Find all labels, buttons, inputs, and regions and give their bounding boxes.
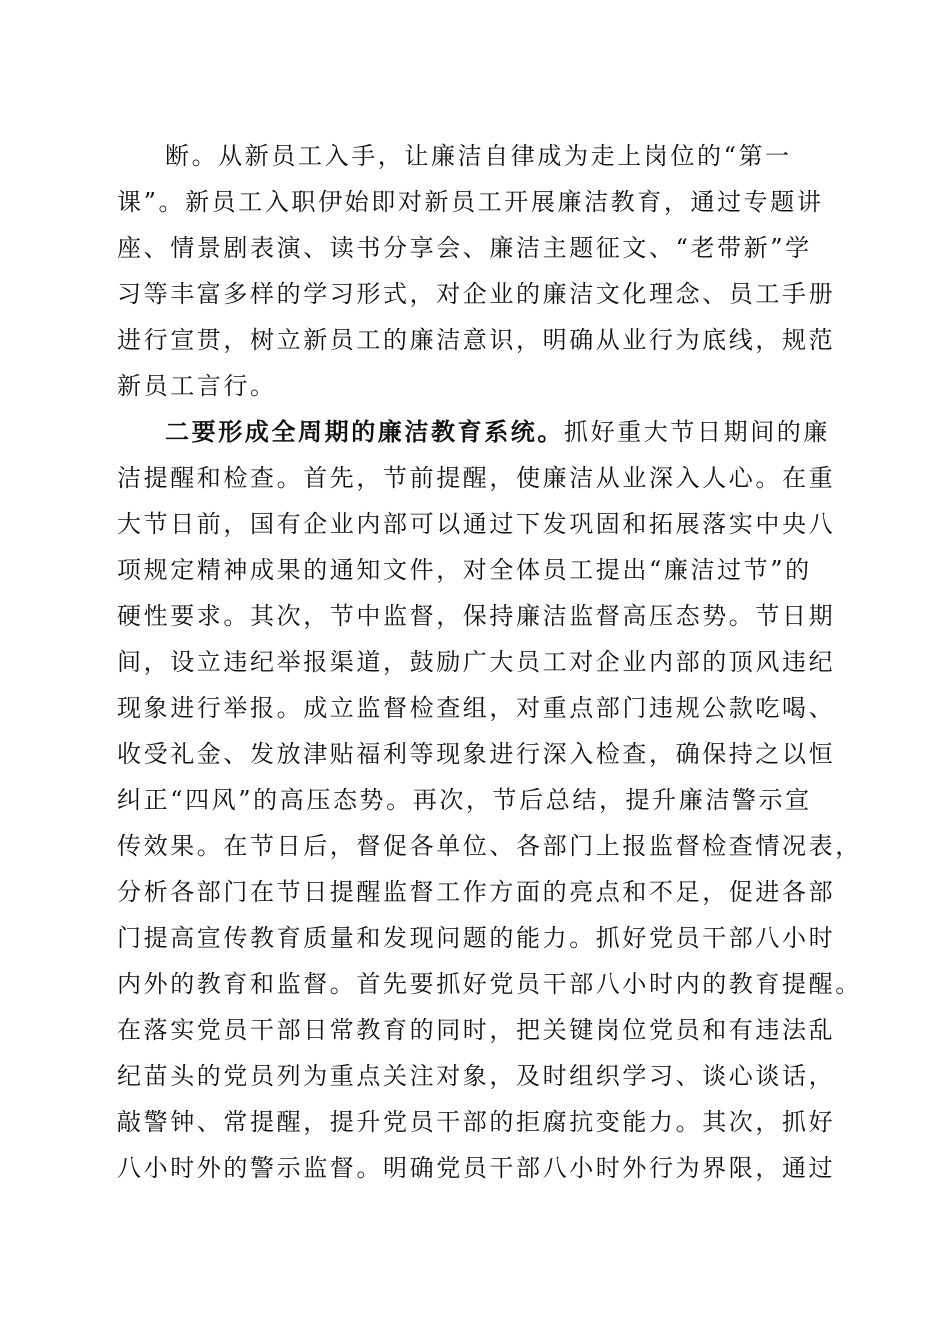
text-line: 大节日前，国有企业内部可以通过下发巩固和拓展落实中央八 <box>117 510 836 538</box>
text-line: 八小时外的警示监督。明确党员干部八小时外行为界限，通过 <box>117 1154 836 1182</box>
text-line: 纠正“四风”的高压态势。再次，节后总结，提升廉洁警示宣 <box>117 786 812 814</box>
text-line: 纪苗头的党员列为重点关注对象，及时组织学习、谈心谈话， <box>117 1062 836 1090</box>
text-line: 硬性要求。其次，节中监督，保持廉洁监督高压态势。节日期 <box>117 602 836 630</box>
text-line: 课”。新员工入职伊始即对新员工开展廉洁教育，通过专题讲 <box>117 188 824 216</box>
text-line: 分析各部门在节日提醒监督工作方面的亮点和不足，促进各部 <box>117 878 836 906</box>
text-line: 进行宣贯，树立新员工的廉洁意识，明确从业行为底线，规范 <box>117 326 836 354</box>
text-line: 习等丰富多样的学习形式，对企业的廉洁文化理念、员工手册 <box>117 280 836 308</box>
paragraph-2 <box>117 409 862 1191</box>
text-line: 间，设立违纪举报渠道，鼓励广大员工对企业内部的顶风违纪 <box>117 648 836 676</box>
paragraph-heading: 二要形成全周期的廉洁教育系统。 <box>165 417 564 446</box>
text-line: 敲警钟、常提醒，提升党员干部的拒腐抗变能力。其次，抓好 <box>117 1108 836 1136</box>
text-line: 断。从新员工入手，让廉洁自律成为走上岗位的“第一 <box>165 142 792 170</box>
text-line: 项规定精神成果的通知文件，对全体员工提出“廉洁过节”的 <box>117 556 812 584</box>
document-body <box>117 133 862 1191</box>
text-line: 内外的教育和监督。首先要抓好党员干部八小时内的教育提醒。 <box>117 970 862 998</box>
text-line: 新员工言行。 <box>117 372 277 400</box>
text-line: 在落实党员干部日常教育的同时，把关键岗位党员和有违法乱 <box>117 1016 836 1044</box>
text-line: 现象进行举报。成立监督检查组，对重点部门违规公款吃喝、 <box>117 694 836 722</box>
text-line: 收受礼金、发放津贴福利等现象进行深入检查，确保持之以恒 <box>117 740 836 768</box>
text-line: 洁提醒和检查。首先，节前提醒，使廉洁从业深入人心。在重 <box>117 464 836 492</box>
text-line: 门提高宣传教育质量和发现问题的能力。抓好党员干部八小时 <box>117 924 836 952</box>
paragraph-1 <box>117 133 837 409</box>
text-run: 抓好重大节日期间的廉 <box>564 418 830 446</box>
text-line: 传效果。在节日后，督促各单位、各部门上报监督检查情况表， <box>117 832 862 860</box>
text-line-with-heading <box>117 409 837 455</box>
text-line: 座、情景剧表演、读书分享会、廉洁主题征文、“老带新”学 <box>117 234 812 262</box>
